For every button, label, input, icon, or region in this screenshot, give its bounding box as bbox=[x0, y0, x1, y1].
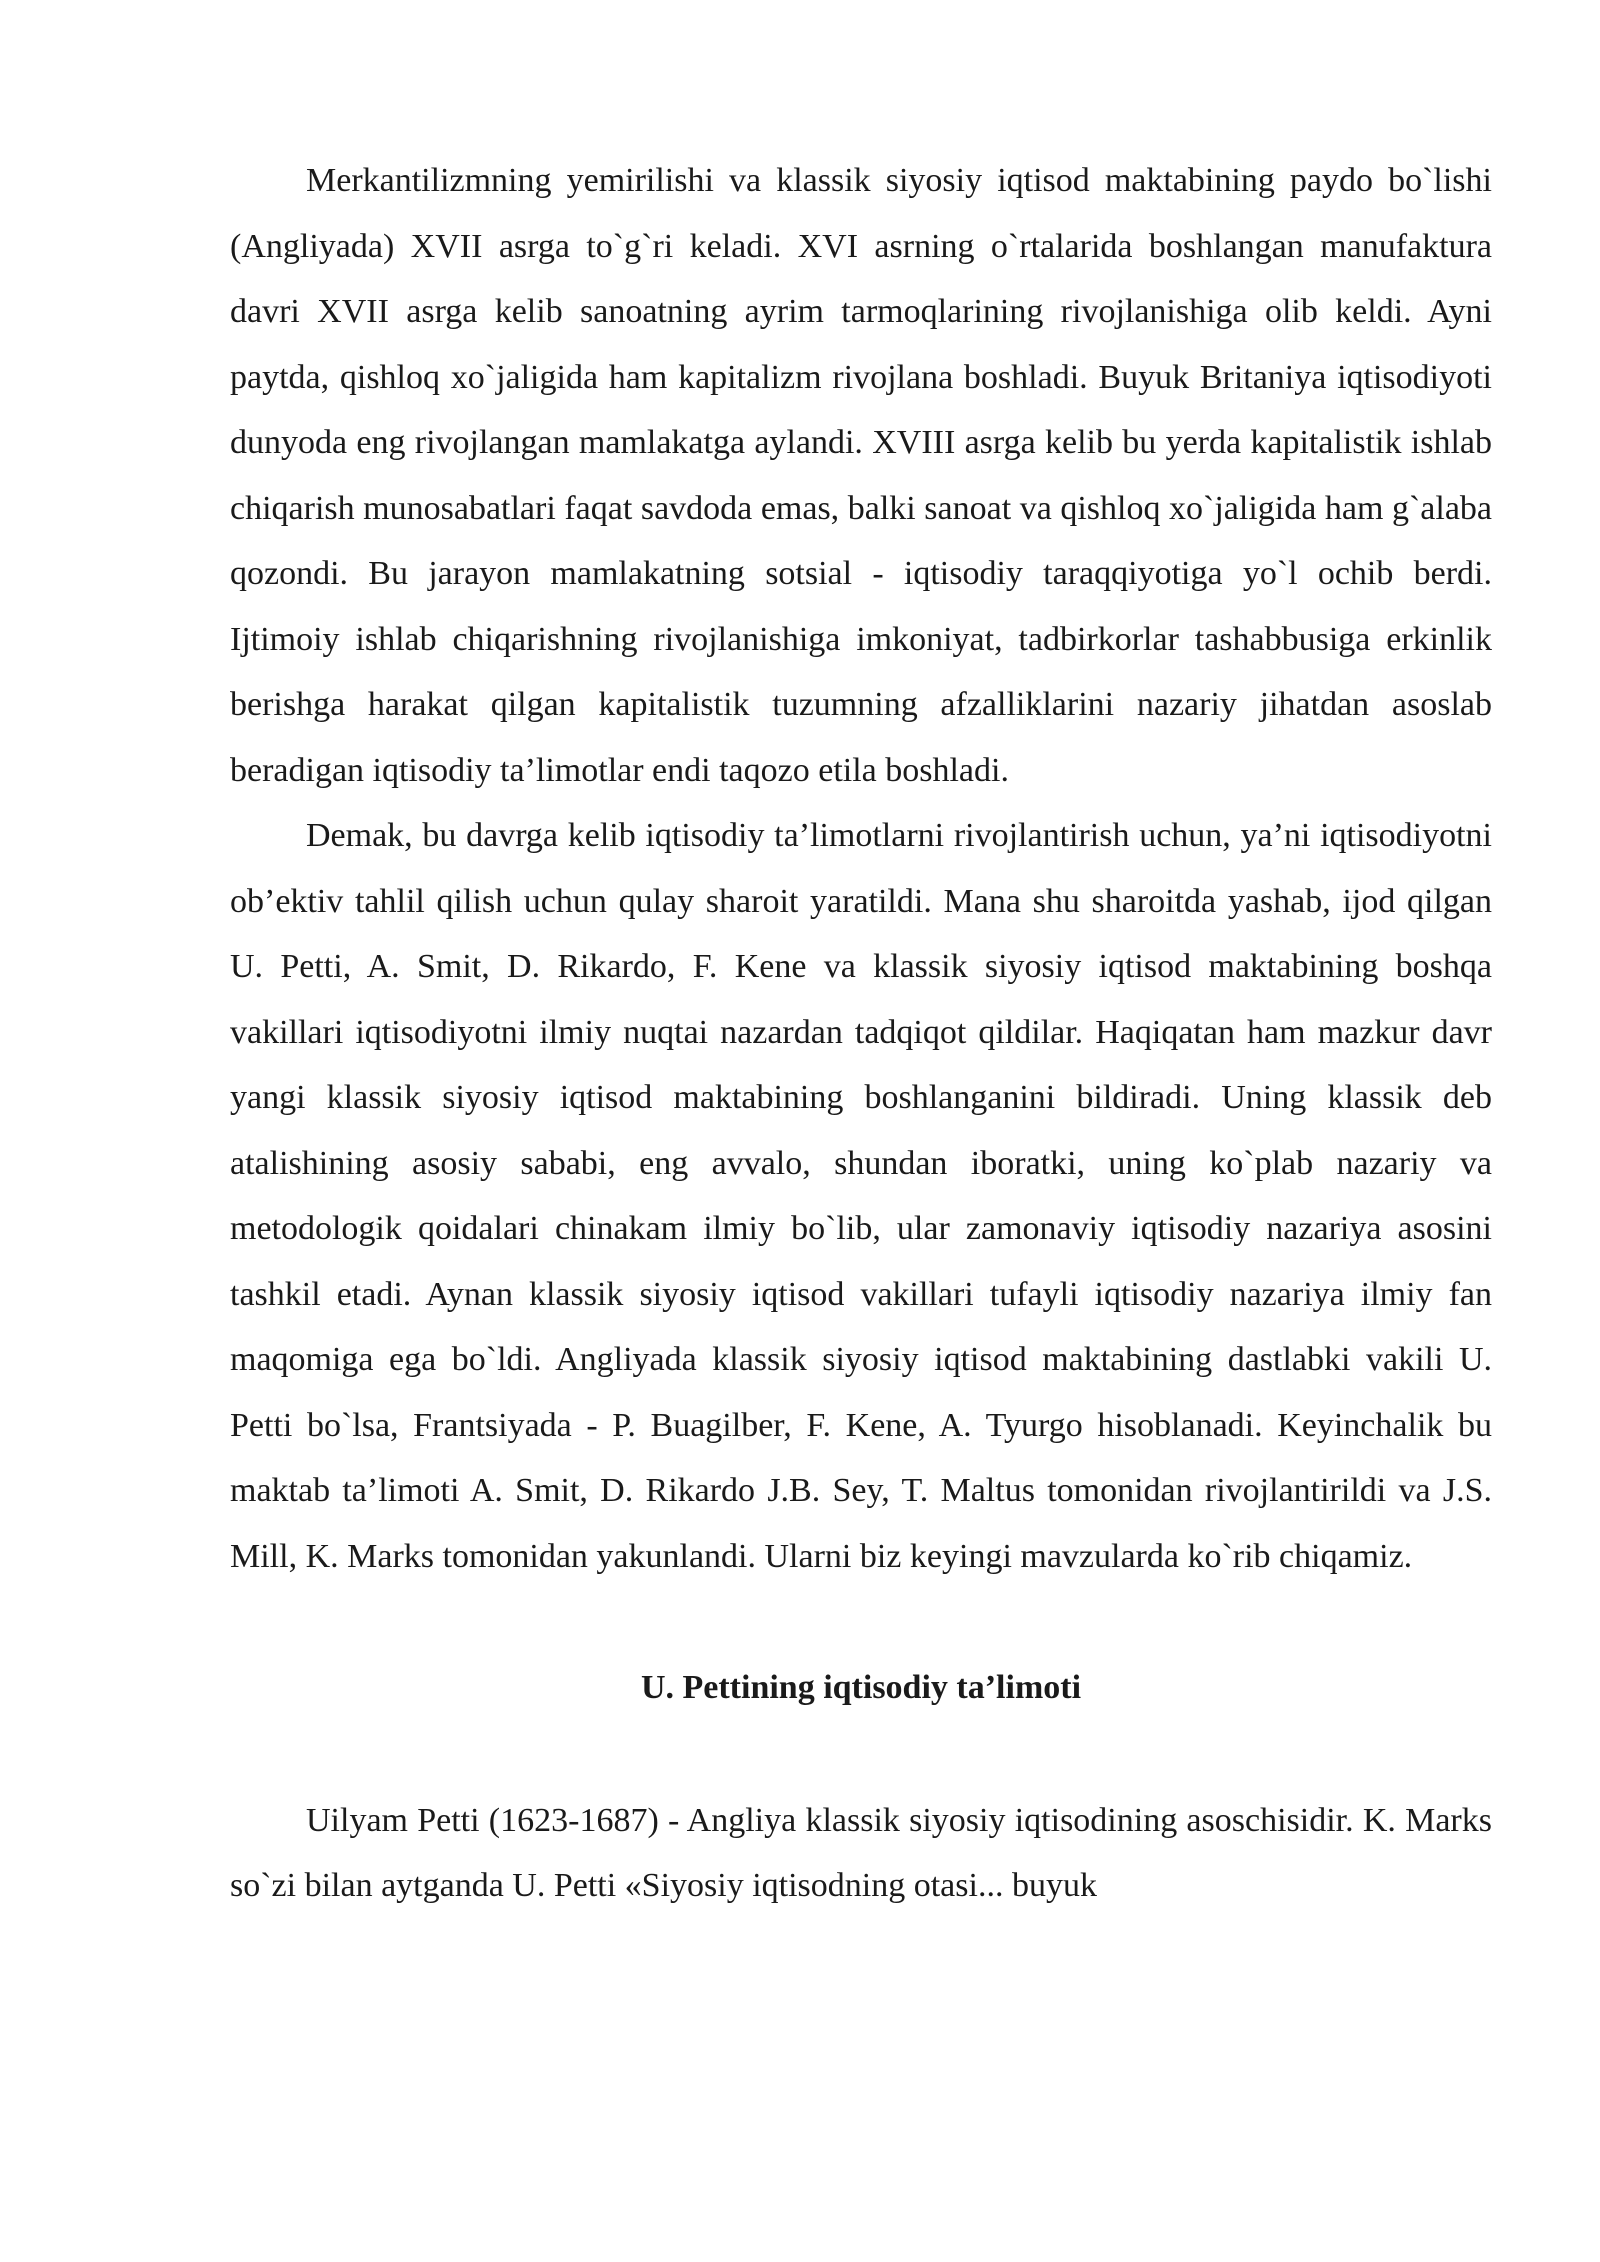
paragraph-mercantilism-decline: Merkantilizmning yemirilishi va klassik siyosiy iqtisod maktabining paydo bo`lishi (Angliyada) XVII asrga to`g`ri keladi. XVI asrning o`rtalarida boshlangan manufaktura davri XVII asrga kelib sanoatning ayrim tarmoqlarining rivojlanishiga olib keldi. Ayni paytda, qishloq xo`jaligida ham kapitalizm rivojlana boshladi. Buyuk Britaniya iqtisodiyoti dunyoda eng rivojlangan mamlakatga aylandi. XVIII asrga kelib bu yerda kapitalistik ishlab chiqarish munosabatlari faqat savdoda emas, balki sanoat va qishloq xo`jaligida ham g`alaba qozondi. Bu jarayon mamlakatning sotsial - iqtisodiy taraqqiyotiga yo`l ochib berdi. Ijtimoiy ishlab chiqarishning rivojlanishiga imkoniyat, tadbirkorlar tashabbusiga erkinlik berishga harakat qilgan kapitalistik tuzumning afzalliklarini nazariy jihatdan asoslab beradigan iqtisodiy ta’limotlar endi taqozo etila boshladi. bbox=[230, 162, 1492, 789]
paragraph-classical-school: Demak, bu davrga kelib iqtisodiy ta’limotlarni rivojlantirish uchun, ya’ni iqtisodiyotni ob’ektiv tahlil qilish uchun qulay sharoit yaratildi. Mana shu sharoitda yashab, ijod qilgan U. Petti, A. Smit, D. Rikardo, F. Kene va klassik siyosiy iqtisod maktabining boshqa vakillari iqtisodiyotni ilmiy nuqtai nazardan tadqiqot qildilar. Haqiqatan ham mazkur davr yangi klassik siyosiy iqtisod maktabining boshlanganini bildiradi. Uning klassik deb atalishining asosiy sababi, eng avvalo, shundan iboratki, uning ko`plab nazariy va metodologik qoidalari chinakam ilmiy bo`lib, ular zamonaviy iqtisodiy nazariya asosini tashkil etadi. Aynan klassik siyosiy iqtisod vakillari tufayli iqtisodiy nazariya ilmiy fan maqomiga ega bo`ldi. Angliyada klassik siyosiy iqtisod maktabining dastlabki vakili U. Petti bo`lsa, Frantsiyada - P. Buagilber, F. Kene, A. Tyurgo hisoblanadi. Keyinchalik bu maktab ta’limoti A. Smit, D. Rikardo J.B. Sey, T. Maltus tomonidan rivojlantirildi va J.S. Mill, K. Marks tomonidan yakunlandi. Ularni biz keyingi mavzularda ko`rib chiqamiz. bbox=[230, 817, 1492, 1575]
paragraph-petty-intro: Uilyam Petti (1623-1687) - Angliya klassik siyosiy iqtisodining asoschisidir. K. Marks so`zi bilan aytganda U. Petti «Siyosiy iqtisodning otasi... buyuk bbox=[230, 1801, 1492, 1904]
section-heading: U. Pettining iqtisodiy ta’limoti bbox=[640, 1669, 1082, 1706]
document-page bbox=[230, 148, 1492, 1919]
